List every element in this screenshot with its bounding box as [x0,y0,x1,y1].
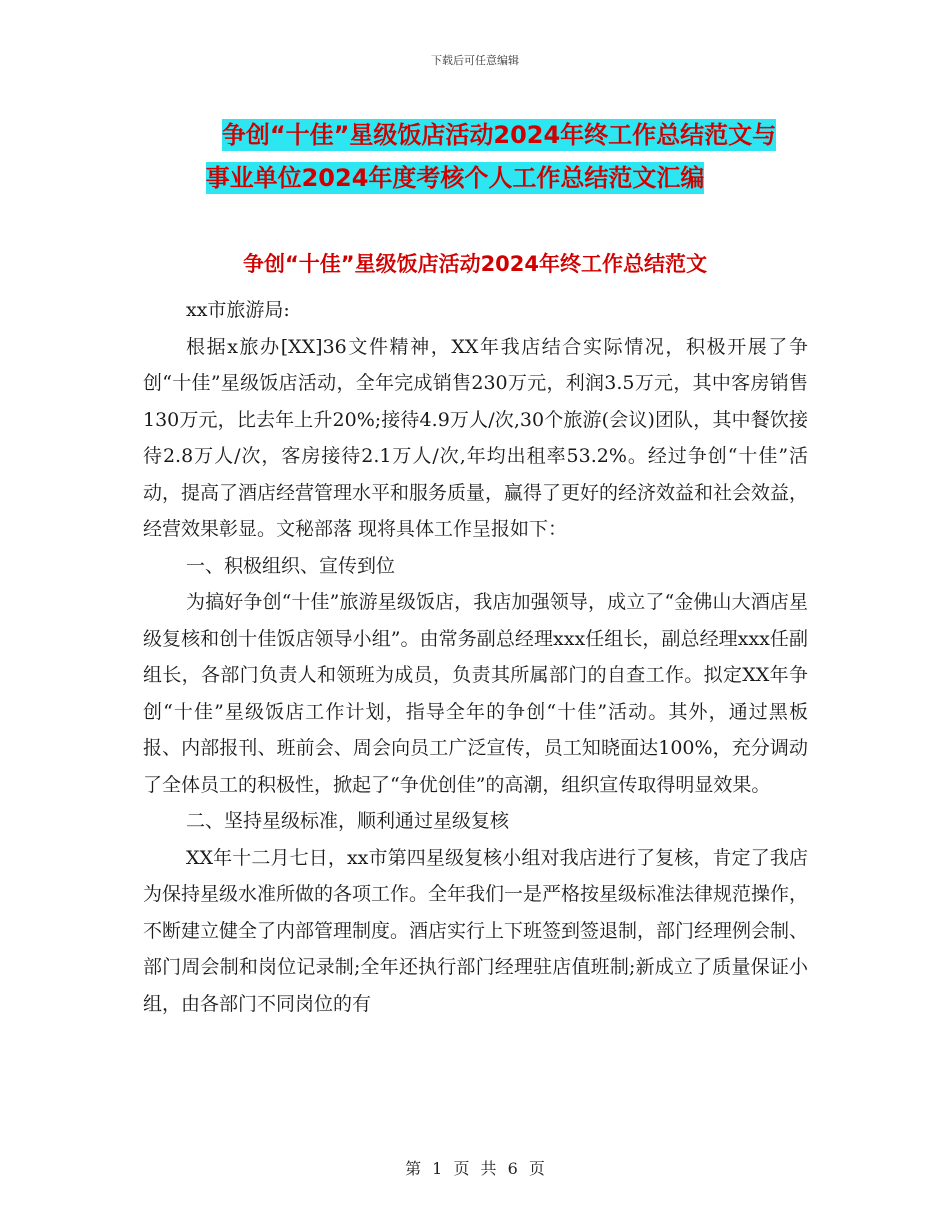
main-title-line-1 [0,115,950,150]
header-note: 下载后可任意编辑 [431,54,519,67]
paragraph-section-2: XX年十二月七日，xx市第四星级复核小组对我店进行了复核，肯定了我店为保持星级水准所做的各项工作。全年我们一是严格按星级标准法律规范操作，不断建立健全了内部管理制度。酒店实行上下班签到签退制，部门经理例会制、部门周会制和岗位记录制;全年还执行部门经理驻店值班制;新成立了质量保证小组，由各部门不同岗位的有 [143,846,809,1015]
heading-section-1: 一、积极组织、宣传到位 [186,554,396,577]
main-title-line-2 [0,158,950,193]
paragraph-section-1: 为搞好争创“十佳”旅游星级饭店，我店加强领导，成立了“金佛山大酒店星级复核和创十佳饭店领导小组”。由常务副总经理xxx任组长，副总经理xxx任副组长，各部门负责人和领班为成员，负责其所属部门的自查工作。拟定XX年争创“十佳”星级饭店工作计划，指导全年的争创“十佳”活动。其外，通过黑板报、内部报刊、班前会、周会向员工广泛宣传，员工知晓面达100%，充分调动了全体员工的积极性，掀起了“争优创佳”的高潮，组织宣传取得明显效果。 [143,591,808,796]
heading-section-2: 二、坚持星级标准，顺利通过星级复核 [186,810,510,832]
salutation: xx市旅游局: [186,299,290,321]
paragraph-intro: 根据x旅办[XX]36文件精神，XX年我店结合实际情况，积极开展了争创“十佳”星级饭店活动，全年完成销售230万元，利润3.5万元，其中客房销售130万元，比去年上升20%;接待4.9万人/次,30个旅游(会议)团队，其中餐饮接待2.8万人/次，客房接待2.1万人/次,年均出租率53.2%。经过争创“十佳”活动，提高了酒店经营管理水平和服务质量，赢得了更好的经济效益和社会效益，经营效果彰显。文秘部落 现将具体工作呈报如下： [143,335,809,540]
section-title: 争创“十佳”星级饭店活动2024年终工作总结范文 [242,252,708,276]
document-body [143,292,808,1022]
page-footer: 第 1 页 共 6 页 [405,1159,545,1178]
main-title-line-1-text: 争创“十佳”星级饭店活动2024年终工作总结范文与 [221,121,777,149]
main-title-line-2-text: 事业单位2024年度考核个人工作总结范文汇编 [205,164,705,192]
